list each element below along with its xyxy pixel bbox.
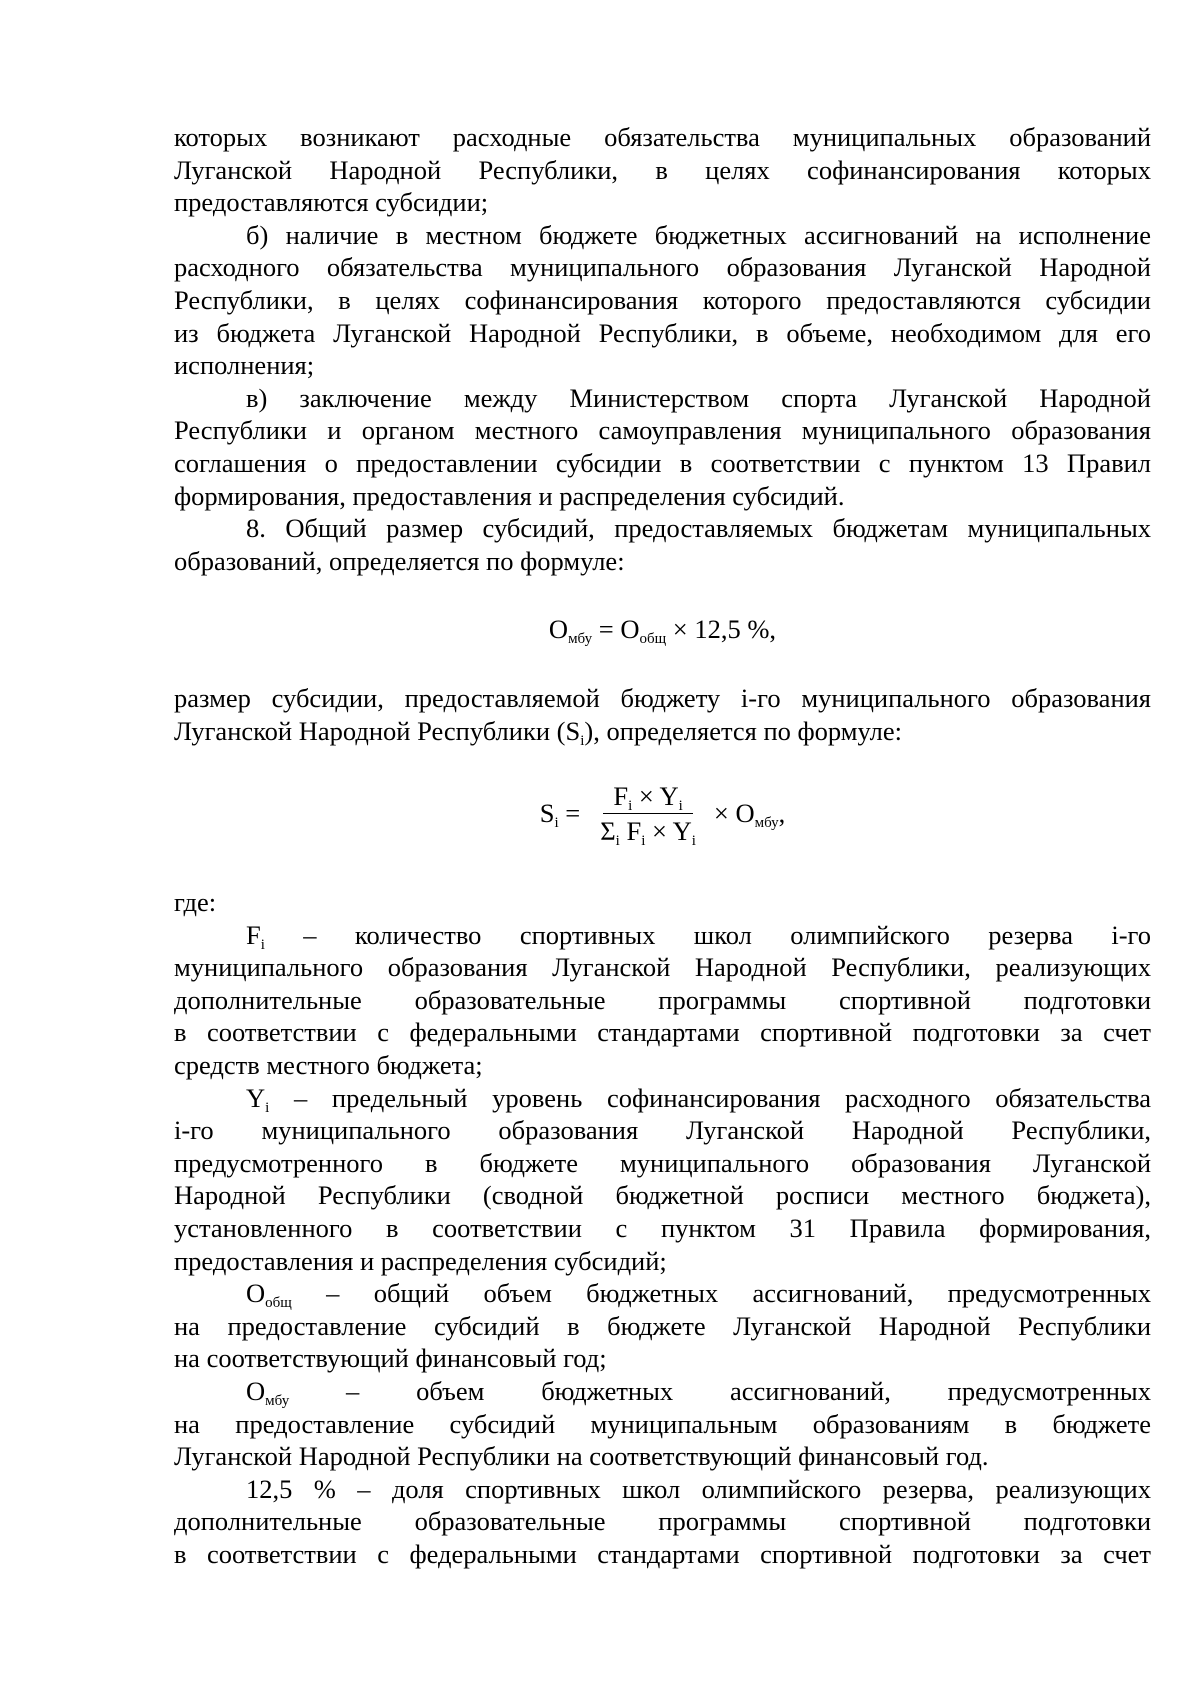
paragraph-v bbox=[174, 382, 1151, 512]
paragraph-b bbox=[174, 219, 1151, 382]
formula-subscript: i bbox=[628, 798, 633, 815]
text-run: – общий объем бюджетных ассигнований, предусмотренных bbox=[291, 1278, 1151, 1309]
text-line: Луганской Народной Республики на соответствующий финансовый год. bbox=[174, 1441, 989, 1472]
text-run: – объем бюджетных ассигнований, предусмотренных bbox=[289, 1376, 1151, 1406]
definition-symbol: О bbox=[246, 1278, 266, 1309]
formula-subscript: i bbox=[691, 833, 696, 850]
formula-symbol: , bbox=[778, 798, 786, 829]
text-line: б) наличие в местном бюджете бюджетных ассигнований на исполнение bbox=[246, 219, 1151, 250]
definition-symbol: Y bbox=[246, 1082, 266, 1113]
text-run: ), определяется по формуле: bbox=[584, 715, 902, 746]
text-line: установленного в соответствии с пунктом 31 Правила формирования, bbox=[174, 1213, 1151, 1244]
definition-subscript: i bbox=[260, 936, 265, 953]
formula-symbol: = О bbox=[592, 614, 640, 645]
text-line: расходного обязательства муниципального образования Луганской Народной bbox=[174, 252, 1151, 283]
formula-lhs bbox=[540, 797, 581, 830]
text-line: размер субсидии, предоставляемой бюджету i-го муниципального образования bbox=[174, 682, 1151, 713]
formula-subscript: i bbox=[678, 798, 683, 815]
text-line: средств местного бюджета; bbox=[174, 1050, 483, 1081]
formula-symbol: × Y bbox=[632, 781, 679, 812]
formula-symbol: F bbox=[619, 816, 642, 847]
text-line: предусмотренного в бюджете муниципального образования Луганской bbox=[174, 1147, 1151, 1178]
text-line: формирования, предоставления и распределения субсидий. bbox=[174, 480, 845, 511]
text-line-where: где: bbox=[174, 887, 217, 918]
formula-subscript: мбу bbox=[568, 631, 593, 648]
formula-subsidy-i bbox=[174, 781, 1151, 850]
text-line: в соответствии с федеральными стандартами спортивной подготовки за счет bbox=[174, 1017, 1151, 1048]
text-line: на предоставление субсидий в бюджете Луганской Народной Республики bbox=[174, 1310, 1151, 1341]
definition-rate bbox=[174, 1473, 1151, 1571]
formula-symbol: × Y bbox=[645, 816, 692, 847]
definition-o-total bbox=[174, 1277, 1151, 1375]
definition-subscript: i bbox=[265, 1099, 270, 1116]
text-line: 12,5 % – доля спортивных школ олимпийского резерва, реализующих bbox=[246, 1473, 1151, 1504]
paragraph-8 bbox=[174, 512, 1151, 577]
text-line: на предоставление субсидий муниципальным образованиям в бюджете bbox=[174, 1408, 1151, 1439]
text-subscript: i bbox=[580, 732, 585, 749]
text-line: Народной Республики (сводной бюджетной росписи местного бюджета), bbox=[174, 1180, 1151, 1211]
paragraph-continuation bbox=[174, 121, 1151, 219]
formula-symbol: = bbox=[558, 798, 581, 829]
text-run: – предельный уровень софинансирования расходного обязательства bbox=[269, 1082, 1151, 1113]
text-line: которых возникают расходные обязательства муниципальных образований bbox=[174, 122, 1151, 152]
fraction-denominator bbox=[594, 814, 702, 850]
text-line: образований, определяется по формуле: bbox=[174, 545, 625, 576]
formula-symbol: × О bbox=[713, 798, 755, 829]
text-line: муниципального образования Луганской Народной Республики, реализующих bbox=[174, 952, 1151, 983]
text-run: – количество спортивных школ олимпийского резерва i-го bbox=[264, 919, 1151, 950]
formula-subscript: мбу bbox=[754, 815, 779, 832]
formula-rhs bbox=[714, 797, 785, 830]
paragraph-size bbox=[174, 682, 1151, 747]
definition-symbol: О bbox=[246, 1376, 266, 1406]
text-run: Луганской Народной Республики (S bbox=[174, 715, 581, 746]
formula-subscript: i bbox=[641, 833, 646, 850]
formula-subscript: i bbox=[615, 833, 620, 850]
formula-symbol: О bbox=[548, 614, 569, 645]
text-line: 8. Общий размер субсидий, предоставляемых бюджетам муниципальных bbox=[246, 513, 1151, 544]
definition-o-mbu bbox=[174, 1375, 1151, 1473]
formula-symbol: F bbox=[613, 781, 629, 812]
text-line bbox=[174, 1082, 1151, 1115]
text-line: исполнения; bbox=[174, 350, 315, 381]
formula-symbol: S bbox=[539, 798, 555, 829]
text-line: на соответствующий финансовый год; bbox=[174, 1343, 607, 1374]
text-line bbox=[174, 919, 1151, 952]
text-line: дополнительные образовательные программы спортивной подготовки bbox=[174, 984, 1151, 1015]
definition-f bbox=[174, 919, 1151, 1082]
text-line bbox=[174, 715, 1151, 748]
text-line: в соответствии с федеральными стандартами спортивной подготовки за счет bbox=[174, 1538, 1151, 1569]
text-line: Луганской Народной Республики, в целях софинансирования которых bbox=[174, 154, 1151, 185]
text-line: i-го муниципального образования Луганской Народной Республики, bbox=[174, 1115, 1151, 1146]
definition-subscript: мбу bbox=[265, 1393, 290, 1409]
text-line: дополнительные образовательные программы спортивной подготовки bbox=[174, 1506, 1151, 1537]
formula-symbol: Σ bbox=[600, 816, 616, 847]
text-line: Республики, в целях софинансирования которого предоставляются субсидии bbox=[174, 284, 1151, 315]
fraction-numerator bbox=[603, 781, 692, 814]
definition-y bbox=[174, 1082, 1151, 1278]
formula-total-subsidy bbox=[174, 613, 1151, 646]
text-line bbox=[174, 1375, 1151, 1408]
formula-subscript: i bbox=[554, 815, 559, 832]
text-line: Республики и органом местного самоуправления муниципального образования bbox=[174, 415, 1151, 446]
formula-subscript: общ bbox=[639, 631, 667, 648]
text-line: предоставления и распределения субсидий; bbox=[174, 1245, 667, 1276]
formula-symbol: × 12,5 %, bbox=[666, 614, 777, 645]
text-line: предоставляются субсидии; bbox=[174, 187, 489, 218]
text-line: из бюджета Луганской Народной Республики, в объеме, необходимом для его bbox=[174, 317, 1151, 348]
text-line: соглашения о предоставлении субсидии в соответствии с пунктом 13 Правил bbox=[174, 447, 1151, 478]
definition-subscript: общ bbox=[265, 1295, 292, 1312]
formula-fraction bbox=[594, 781, 702, 850]
text-line: в) заключение между Министерством спорта Луганской Народной bbox=[246, 382, 1151, 413]
document-body bbox=[174, 121, 1151, 1571]
text-line bbox=[174, 1277, 1151, 1310]
definition-symbol: F bbox=[246, 919, 261, 950]
